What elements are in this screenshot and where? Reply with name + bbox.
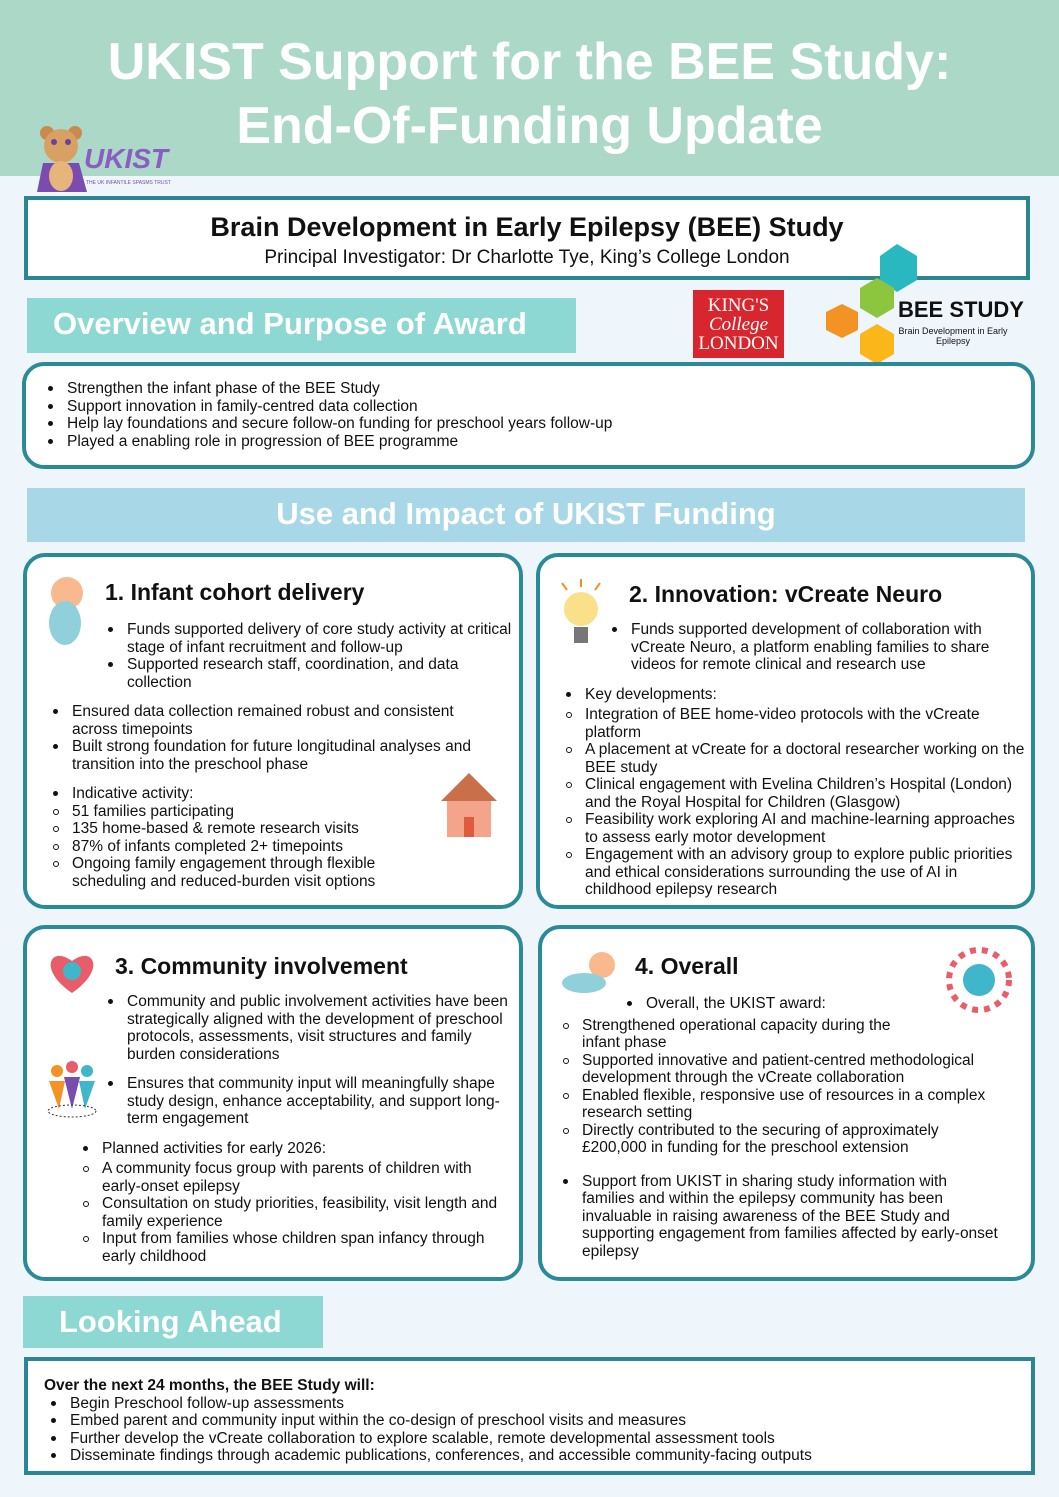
list-item: Ensures that community input will meaningfully shape study design, enhance acceptability, and support long-term engagement (127, 1075, 512, 1128)
list-item: Feasibility work exploring AI and machine-learning approaches to assess early motor development (585, 811, 1025, 846)
card-infant-cohort: 1. Infant cohort delivery Funds supported delivery of core study activity at critical stage of infant recruitment and follow-up Supported research staff, coordination, and data collection Ensured data collection remained robust and consistent across timepoints Built strong foundation for future longitudinal analyses and transition into the preschool phase Indicative activity: 51 families participating 135 home-based & remote research visits 87% of infants completed 2+ timepoints Ongoing family engagement through flexible scheduling and reduced-burden visit options (23, 553, 523, 909)
overview-heading: Overview and Purpose of Award (27, 298, 576, 353)
list-item: Played a enabling role in progression of BEE programme (67, 433, 1031, 451)
list-item: Funds supported delivery of core study activity at critical stage of infant recruitment and follow-up (127, 621, 512, 656)
list-item: Strengthen the infant phase of the BEE Study (67, 380, 1031, 398)
kcl-logo: KING'S College LONDON (693, 290, 784, 358)
list-item: Ongoing family engagement through flexible scheduling and reduced-burden visit options (72, 855, 412, 890)
list-item: Further develop the vCreate collaboration to explore scalable, remote developmental assessment tools (70, 1430, 1031, 1448)
list-item: 87% of infants completed 2+ timepoints (72, 838, 412, 856)
list-item: Clinical engagement with Evelina Children’s Hospital (London) and the Royal Hospital for Children (Glasgow) (585, 776, 1025, 811)
list-item: Disseminate findings through academic publications, conferences, and accessible community-facing outputs (70, 1447, 1031, 1465)
principal-investigator: Principal Investigator: Dr Charlotte Tye, King’s College London (264, 247, 790, 268)
list-item: Input from families whose children span infancy through early childhood (102, 1230, 512, 1265)
list-item: Begin Preschool follow-up assessments (70, 1395, 1031, 1413)
impact-heading: Use and Impact of UKIST Funding (27, 488, 1025, 542)
list-item: Funds supported development of collaboration with vCreate Neuro, a platform enabling families to share videos for remote clinical and research use (631, 621, 1026, 674)
list-item: Community and public involvement activities have been strategically aligned with the development of preschool protocols, assessments, visit structures and family burden considerations (127, 993, 512, 1063)
overview-box (22, 362, 1035, 469)
card-overall: 4. Overall Overall, the UKIST award: Strengthened operational capacity during the infant phase Supported innovative and patient-centred methodological development through the vCreate collaboration Enabled flexible, responsive use of resources in a complex research setting Directly contributed to the securing of approximately £200,000 in funding for the preschool extension Support from UKIST in sharing study information with families and within the epilepsy community has been invaluable in raising awareness of the BEE Study and supporting engagement from families affected by early-onset epilepsy (538, 925, 1035, 1281)
card-community: 3. Community involvement Community and public involvement activities have been strategically aligned with the development of preschool protocols, assessments, visit structures and family burden considerations Ensures that community input will meaningfully shape study design, enhance acceptability, and support long-term engagement Planned activities for early 2026: A community focus group with parents of children with early-onset epilepsy Consultation on study priorities, feasibility, visit length and family experience Input from families whose children span infancy through early childhood (23, 925, 523, 1281)
list-item: Engagement with an advisory group to explore public priorities and ethical considerations surrounding the use of AI in childhood epilepsy research (585, 846, 1025, 899)
list-item: 135 home-based & remote research visits (72, 820, 412, 838)
list-item: Consultation on study priorities, feasibility, visit length and family experience (102, 1195, 512, 1230)
list-item: Integration of BEE home-video protocols with the vCreate platform (585, 706, 1025, 741)
list-item: Built strong foundation for future longitudinal analyses and transition into the preschool phase (72, 738, 502, 773)
list-item: Supported research staff, coordination, and data collection (127, 656, 512, 691)
list-item: Embed parent and community input within the co-design of preschool visits and measures (70, 1412, 1031, 1430)
list-item: 51 families participating (72, 803, 412, 821)
list-item: Help lay foundations and secure follow-on funding for preschool years follow-up (67, 415, 1031, 433)
list-item: A placement at vCreate for a doctoral researcher working on the BEE study (585, 741, 1025, 776)
list-item: Supported innovative and patient-centred methodological development through the vCreate collaboration (582, 1052, 1022, 1087)
baby-crawling-icon (560, 949, 620, 997)
list-item: Ensured data collection remained robust and consistent across timepoints (72, 703, 502, 738)
looking-ahead-box (24, 1357, 1035, 1475)
list-item: Support innovation in family-centred data collection (67, 398, 1031, 416)
looking-ahead-intro: Over the next 24 months, the BEE Study will: (44, 1377, 375, 1394)
looking-ahead-heading: Looking Ahead (23, 1296, 323, 1348)
list-item: A community focus group with parents of children with early-onset epilepsy (102, 1160, 512, 1195)
list-item: Strengthened operational capacity during the infant phase (582, 1017, 927, 1052)
study-title: Brain Development in Early Epilepsy (BEE) Study (210, 212, 844, 242)
list-item: Key developments: (585, 686, 1025, 704)
list-item: Enabled flexible, responsive use of resources in a complex research setting (582, 1087, 1022, 1122)
bee-study-logo: BEE STUDY Brain Development in Early Epilepsy (822, 244, 1022, 364)
bear-icon (34, 124, 90, 194)
list-item: Planned activities for early 2026: (102, 1140, 512, 1158)
list-item: Directly contributed to the securing of approximately £200,000 in funding for the preschool extension (582, 1122, 982, 1157)
page-title: UKIST Support for the BEE Study: End-Of-Funding Update (107, 33, 952, 155)
overview-list (67, 380, 1031, 450)
heart-community-icon (45, 949, 99, 995)
list-item: Support from UKIST in sharing study information with families and within the epilepsy community has been invaluable in raising awareness of the BEE Study and supporting engagement from families affected by early-onset epilepsy (582, 1173, 1002, 1261)
list-item: Overall, the UKIST award: (646, 995, 936, 1013)
ukist-logo: UKIST THE UK INFANTILE SPASMS TRUST (34, 124, 184, 196)
card-innovation: 2. Innovation: vCreate Neuro Funds supported development of collaboration with vCreate Neuro, a platform enabling families to share videos for remote clinical and research use Key developments: Integration of BEE home-video protocols with the vCreate platform A placement at vCreate for a doctoral researcher working on the BEE study Clinical engagement with Evelina Children’s Hospital (London) and the Royal Hospital for Children (Glasgow) Feasibility work exploring AI and machine-learning approaches to assess early motor development Engagement with an advisory group to explore public priorities and ethical considerations surrounding the use of AI in childhood epilepsy research (536, 553, 1035, 909)
list-item: Indicative activity: (72, 785, 412, 803)
